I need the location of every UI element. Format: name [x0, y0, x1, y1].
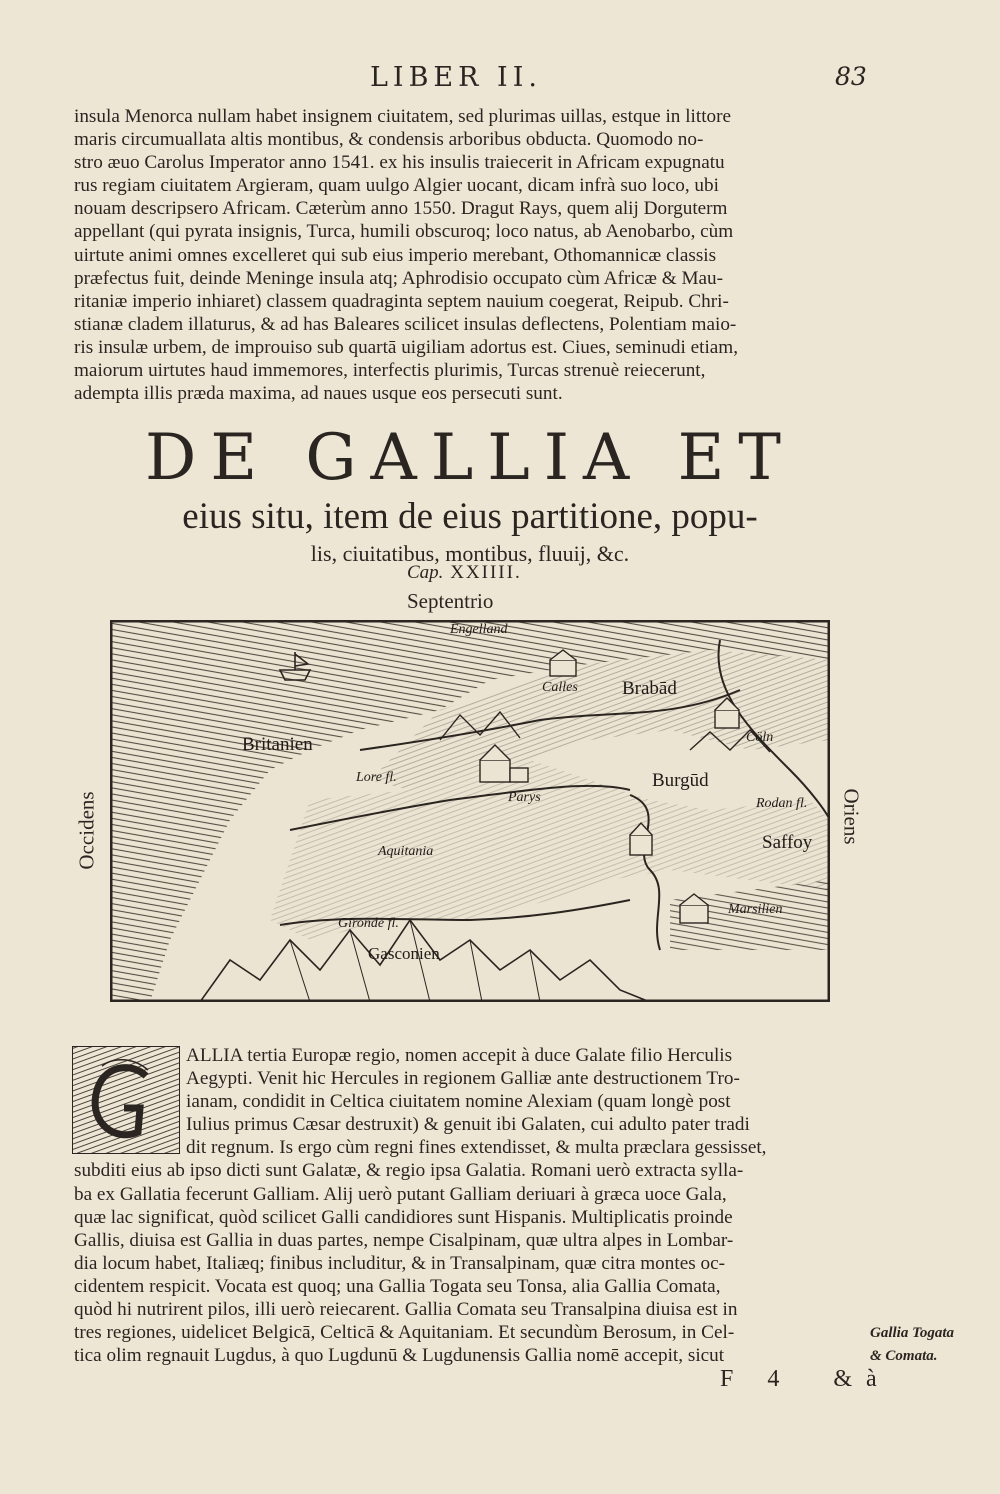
text-line: adempta illis præda maxima, ad naues usque eos persecuti sunt. [74, 383, 563, 405]
compass-east-label: Oriens [839, 788, 864, 845]
map-label-britanien: Britanien [242, 734, 313, 755]
map-label-lore: Lore fl. [356, 770, 397, 785]
compass-west [72, 778, 100, 888]
text-line: Iulius primus Cæsar destruxit) & genuit ibi Galaten, cui adulto pater tradi [186, 1114, 750, 1136]
compass-west-label: Occidens [74, 791, 99, 870]
text-line: maris circumuallata altis montibus, & condensis arboribus obducta. Quomodo no- [74, 129, 704, 151]
text-line: appellant (qui pyrata insignis, Turca, humili obscuroq; loco natus, ab Aenobarbo, cùm [74, 221, 734, 243]
text-line: ba ex Gallatia fecerunt Galliam. Alij uerò putant Galliam deriuari à græca uoce Gala, [74, 1183, 727, 1205]
chapter-number [407, 562, 522, 584]
text-line: ritaniæ imperio inhiaret) classem quadraginta septem nauium coegerat, Reipub. Chri- [74, 290, 729, 312]
body-paragraph [74, 1044, 852, 1367]
margin-note-line-1: Gallia Togata [870, 1325, 955, 1341]
top-paragraph [74, 105, 852, 405]
text-line: præfectus fuit, deinde Meninge insula atq; Aphrodisio occupato cùm Africæ & Mau- [74, 267, 724, 289]
text-line: subditi eius ab ipso dicti sunt Galatæ, & regio ipsa Galatia. Romani uerò extracta sylla- [74, 1160, 744, 1182]
signature-line [720, 1366, 891, 1393]
text-line: tica olim regnauit Lugdus, à quo Lugdunū & Lugdunensis Gallia nomē accepit, sicut [74, 1345, 725, 1367]
margin-note [870, 1322, 954, 1368]
text-line: stro æuo Carolus Imperator anno 1541. ex his insulis traiecerit in Africam expugnatu [74, 152, 725, 174]
map-label-parys: Parys [508, 790, 541, 805]
text-line: nouam descripsero Africam. Cæterùm anno 1550. Dragut Rays, quem alij Dorguterm [74, 198, 728, 220]
text-line: Aegypti. Venit hic Hercules in regionem Galliæ ante destructionem Tro- [186, 1068, 740, 1090]
text-line: Gallis, diuisa est Gallia in duas partes, nempe Cisalpinam, quæ ultra alpes in Lombar- [74, 1229, 734, 1251]
text-line: dit regnum. Is ergo cùm regni fines extendisset, & multa præclara gessisset, [186, 1137, 767, 1159]
page-number: 83 [835, 62, 867, 91]
cap-number: XXIIII. [450, 562, 522, 583]
text-line: quòd hi nutrirent pilos, illi uerò reiecarent. Gallia Comata seu Transalpina diuisa est in [74, 1299, 738, 1321]
catchword: &à [833, 1366, 891, 1392]
text-line: dia locum habet, Italiæq; finibus includitur, & in Transalpinam, quæ citra montes oc- [74, 1252, 725, 1274]
margin-note-line-2: & Comata. [870, 1348, 938, 1364]
text-line: quæ lac significat, quòd scilicet Galli candidiores sunt Hispanis. Multiplicatis proinde [74, 1206, 733, 1228]
text-line: ris insulæ urbem, de improuiso sub quartā uigiliam adortus est. Ciues, seminudi etiam, [74, 336, 739, 358]
map-label-engelland: Engelland [450, 622, 508, 637]
compass-east [837, 772, 865, 862]
map-label-rodan: Rodan fl. [756, 796, 808, 811]
text-line: maiorum uirtutes haud immemores, interfectis plurimis, Turcas strenuè reiecerunt, [74, 360, 706, 382]
text-line: stianæ cladem illaturus, & ad has Baleares scilicet insulas deflectens, Polentiam maio- [74, 313, 737, 335]
woodcut-map-of-gaul [110, 620, 830, 1002]
cap-prefix: Cap. [407, 562, 444, 583]
map-label-gasconien: Gasconien [368, 944, 440, 963]
text-line: uirtute animi omnes excelleret qui sub eius imperio merebant, Othomannicæ classis [74, 244, 717, 266]
map-label-calles: Calles [542, 680, 578, 695]
map-illustration [110, 620, 830, 1002]
chapter-title-line-2: eius situ, item de eius partitione, popu- [182, 496, 758, 537]
map-label-burgud: Burgūd [652, 770, 709, 791]
map-label-marsilien: Marsilien [728, 902, 783, 917]
compass-north-label: Septentrio [407, 589, 494, 613]
map-label-aquitania: Aquitania [378, 844, 434, 859]
map-label-coln: Cöln [746, 730, 774, 745]
map-label-brabad: Brabād [622, 678, 677, 699]
text-line: insula Menorca nullam habet insignem ciuitatem, sed plurimas uillas, estque in littore [74, 106, 732, 127]
chapter-title-line-1: DE GALLIA ET [145, 421, 795, 495]
map-label-gironde: Gironde fl. [338, 916, 399, 931]
chapter-title-line-3: lis, ciuitatibus, montibus, fluuij, &c. [310, 541, 630, 566]
text-line: rus regiam ciuitatem Argieram, quam uulgo Algier uocant, dicam infrà suo loco, ubi [74, 175, 719, 197]
running-head: LIBER II. [370, 62, 542, 93]
map-label-saffoy: Saffoy [762, 832, 813, 853]
signature-mark: F 4 [720, 1366, 794, 1392]
chapter-title [70, 422, 870, 568]
text-line: ALLIA tertia Europæ regio, nomen accepit à duce Galate filio Herculis [186, 1045, 733, 1066]
text-line: cidentem respicit. Vocata est quoq; una Gallia Togata seu Tonsa, alia Gallia Comata, [74, 1275, 721, 1297]
text-line: ianam, condidit in Celtica ciuitatem nomine Alexiam (quam longè post [186, 1091, 731, 1113]
text-line: tres regiones, uidelicet Belgicā, Celticā & Aquitaniam. Et secundùm Berosum, in Cel- [74, 1322, 735, 1344]
